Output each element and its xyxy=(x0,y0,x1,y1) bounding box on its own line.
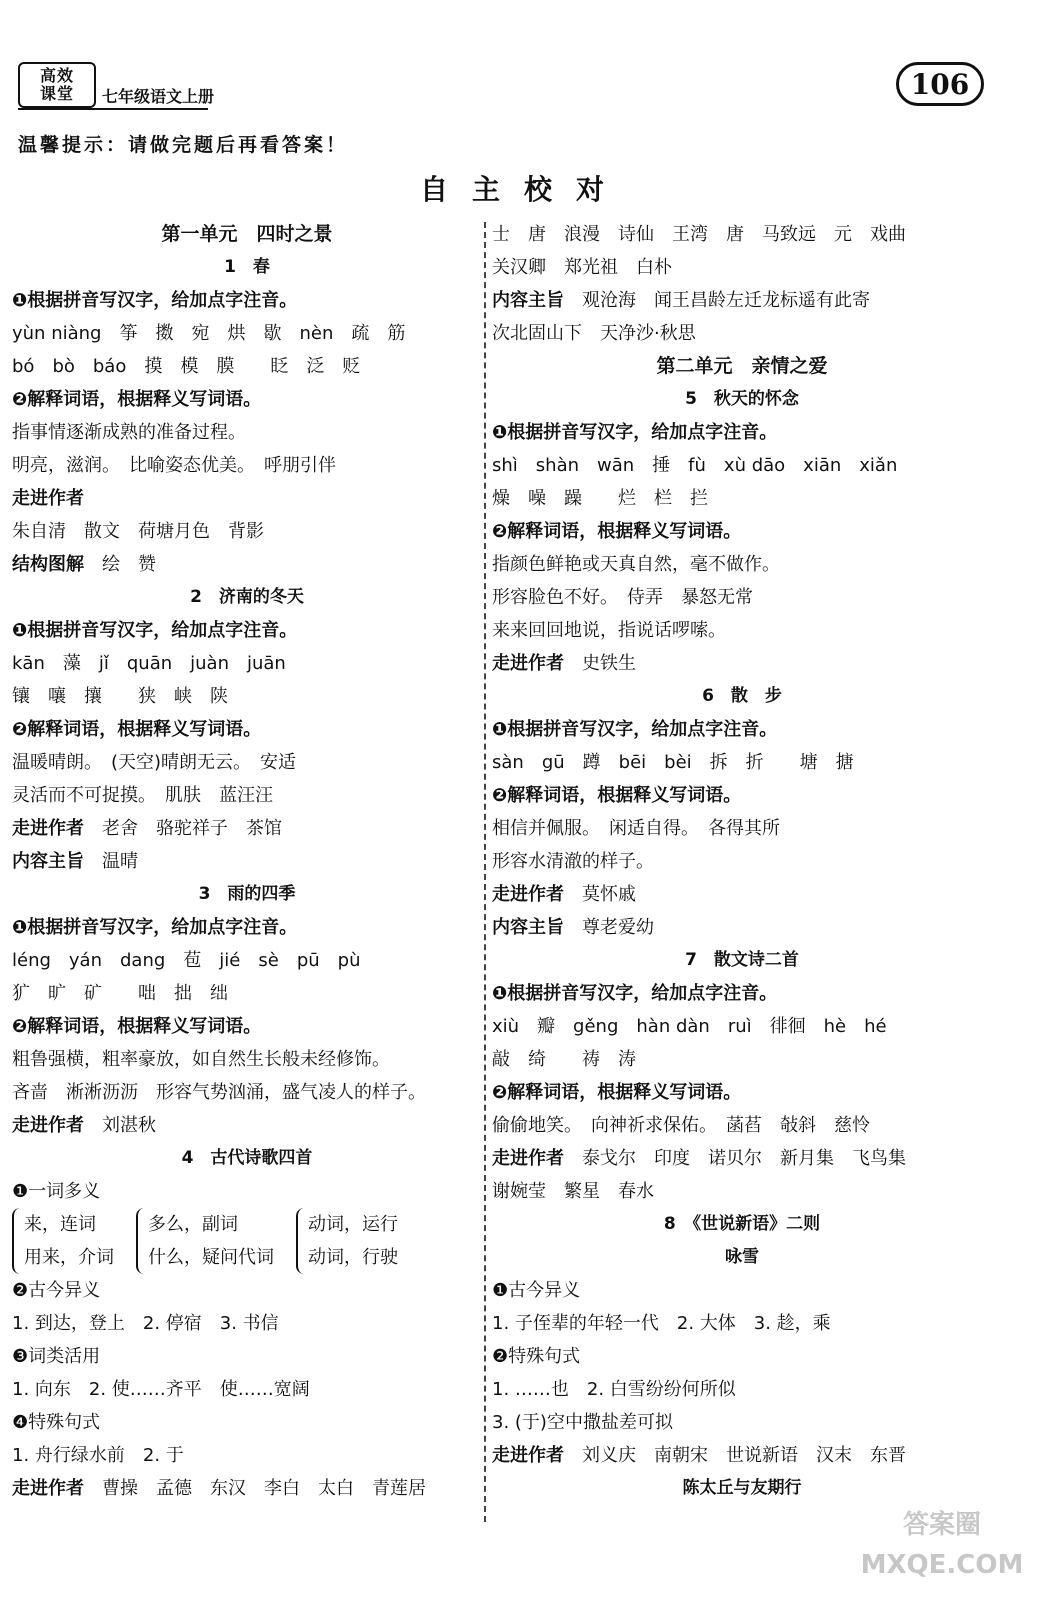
brace-item: 什么，疑问代词 xyxy=(148,1247,274,1268)
line-value: 绘 赞 xyxy=(84,554,156,575)
question-heading: ❷解释词语，根据释义写词语。 xyxy=(12,389,262,410)
answer-line: 敲 绮 祷 涛 xyxy=(492,1049,636,1070)
answer-line: ❶古今异义 xyxy=(492,1280,581,1301)
line-label: 内容主旨 xyxy=(492,917,564,938)
line-label: 走进作者 xyxy=(492,653,564,674)
brace-item: 多么，副词 xyxy=(148,1214,238,1235)
answer-line: 3. (于)空中撒盐差可拟 xyxy=(492,1412,673,1433)
labeled-line xyxy=(492,647,992,680)
brace-group xyxy=(136,1208,274,1274)
answer-line: 形容脸色不好。 侍弄 暴怒无常 xyxy=(492,587,753,608)
brace-group xyxy=(12,1208,114,1274)
answer-line: ❸词类活用 xyxy=(12,1346,101,1367)
labeled-line xyxy=(12,548,482,581)
answer-line: kān 藻 jǐ quān juàn juān xyxy=(12,653,286,674)
labeled-line xyxy=(12,1109,482,1142)
answer-line: shì shàn wān 捶 fù xù dāo xiān xiǎn xyxy=(492,455,898,476)
page-number: 106 xyxy=(896,62,984,106)
logo-line-1: 高效 xyxy=(39,66,74,85)
question-heading: ❷解释词语，根据释义写词语。 xyxy=(492,1082,742,1103)
line-label: 走进作者 xyxy=(12,1478,84,1499)
lesson-heading: 6 散 步 xyxy=(702,686,782,706)
line-label: 走进作者 xyxy=(12,818,84,839)
answer-line: 1. 到达，登上 2. 停宿 3. 书信 xyxy=(12,1313,279,1334)
answer-line: 1. 子侄辈的年轻一代 2. 大体 3. 趁，乘 xyxy=(492,1313,831,1334)
left-column xyxy=(12,218,482,1505)
answer-line: 形容水清澈的样子。 xyxy=(492,851,654,872)
answer-line: 吝啬 淅淅沥沥 形容气势汹涌，盛气凌人的样子。 xyxy=(12,1082,426,1103)
answer-line: léng yán dang 苞 jié sè pū pù xyxy=(12,950,361,971)
labeled-line xyxy=(12,845,482,878)
unit-heading: 第二单元 亲情之爱 xyxy=(656,355,828,377)
labeled-line xyxy=(492,878,992,911)
question-heading: ❶根据拼音写汉字，给加点字注音。 xyxy=(12,290,298,311)
lesson-heading: 5 秋天的怀念 xyxy=(685,389,799,409)
line-label: 走进作者 xyxy=(12,1115,84,1136)
answer-line: 1. ……也 2. 白雪纷纷何所似 xyxy=(492,1379,736,1400)
answer-line: 灵活而不可捉摸。 肌肤 蓝汪汪 xyxy=(12,785,273,806)
question-heading: ❷解释词语，根据释义写词语。 xyxy=(492,785,742,806)
brace-item: 来，连词 xyxy=(24,1214,96,1235)
lesson-heading: 2 济南的冬天 xyxy=(190,587,304,607)
brace-line xyxy=(12,1208,482,1274)
line-value: 史铁生 xyxy=(564,653,636,674)
answer-line: 犷 旷 矿 咄 拙 绌 xyxy=(12,983,228,1004)
brace-icon xyxy=(136,1208,146,1274)
line-value: 莫怀戚 xyxy=(564,884,636,905)
line-value: 观沧海 闻王昌龄左迁龙标遥有此寄 xyxy=(564,290,870,311)
answer-line: 来来回回地说，指说话啰嗦。 xyxy=(492,620,726,641)
answer-line: ❶一词多义 xyxy=(12,1181,101,1202)
line-value: 刘湛秋 xyxy=(84,1115,156,1136)
answer-line: 粗鲁强横，粗率豪放，如自然生长般未经修饰。 xyxy=(12,1049,390,1070)
question-heading: 走进作者 xyxy=(12,488,84,509)
answer-line: 1. 向东 2. 使……齐平 使……宽阔 xyxy=(12,1379,310,1400)
answer-line: ❷特殊句式 xyxy=(492,1346,581,1367)
lesson-heading: 7 散文诗二首 xyxy=(685,950,799,970)
answer-line: sàn gū 蹲 bēi bèi 拆 折 塘 搪 xyxy=(492,752,854,773)
watermark: 答案圈 MXQE.COM xyxy=(860,1510,1024,1580)
brace-item: 动词，运行 xyxy=(308,1214,398,1235)
question-heading: ❶根据拼音写汉字，给加点字注音。 xyxy=(492,719,778,740)
answer-line: 谢婉莹 繁星 春水 xyxy=(492,1181,654,1202)
question-heading: ❷解释词语，根据释义写词语。 xyxy=(12,719,262,740)
labeled-line xyxy=(12,812,482,845)
line-label: 走进作者 xyxy=(492,1445,564,1466)
lesson-heading: 4 古代诗歌四首 xyxy=(181,1148,313,1168)
labeled-line xyxy=(492,284,992,317)
answer-line: 指颜色鲜艳或天真自然，毫不做作。 xyxy=(492,554,780,575)
answer-line: ❷古今异义 xyxy=(12,1280,101,1301)
tip-text: 温馨提示：请做完题后再看答案！ xyxy=(18,134,349,156)
header-rule xyxy=(18,108,208,110)
line-value: 温晴 xyxy=(84,851,138,872)
answer-line: 偷偷地笑。 向神祈求保佑。 菡萏 敧斜 慈怜 xyxy=(492,1115,870,1136)
question-heading: ❶根据拼音写汉字，给加点字注音。 xyxy=(12,917,298,938)
line-value: 泰戈尔 印度 诺贝尔 新月集 飞鸟集 xyxy=(564,1148,906,1169)
labeled-line xyxy=(492,911,992,944)
brace-icon xyxy=(296,1208,306,1274)
answer-line: bó bò báo 摸 模 膜 眨 泛 贬 xyxy=(12,356,361,377)
brace-item: 动词，行驶 xyxy=(308,1247,398,1268)
line-label: 走进作者 xyxy=(492,1148,564,1169)
line-label: 结构图解 xyxy=(12,554,84,575)
line-label: 内容主旨 xyxy=(12,851,84,872)
line-value: 尊老爱幼 xyxy=(564,917,654,938)
question-heading: ❶根据拼音写汉字，给加点字注音。 xyxy=(492,422,778,443)
line-label: 内容主旨 xyxy=(492,290,564,311)
answer-line: ❹特殊句式 xyxy=(12,1412,101,1433)
answer-line: 次北固山下 天净沙·秋思 xyxy=(492,323,696,344)
answer-line: yùn niàng 筝 擞 宛 烘 歇 nèn 疏 筋 xyxy=(12,323,406,344)
answer-line: 相信并佩服。 闲适自得。 各得其所 xyxy=(492,818,780,839)
sub-heading: 咏雪 xyxy=(725,1247,759,1267)
labeled-line xyxy=(12,1472,482,1505)
lesson-heading: 1 春 xyxy=(224,257,270,277)
question-heading: ❶根据拼音写汉字，给加点字注音。 xyxy=(12,620,298,641)
labeled-line xyxy=(492,1142,992,1175)
answer-line: 关汉卿 郑光祖 白朴 xyxy=(492,257,672,278)
answer-line: 燥 噪 躁 烂 栏 拦 xyxy=(492,488,708,509)
line-value: 曹操 孟德 东汉 李白 太白 青莲居 xyxy=(84,1478,426,1499)
answer-line: 1. 舟行绿水前 2. 于 xyxy=(12,1445,184,1466)
book-title: 七年级语文上册 xyxy=(102,87,215,106)
series-logo xyxy=(18,62,96,108)
line-value: 老舍 骆驼祥子 茶馆 xyxy=(84,818,282,839)
answer-line: 指事情逐渐成熟的准备过程。 xyxy=(12,422,246,443)
lesson-heading: 8 《世说新语》二则 xyxy=(663,1214,821,1234)
brace-icon xyxy=(12,1208,22,1274)
brace-item: 用来，介词 xyxy=(24,1247,114,1268)
unit-heading: 第一单元 四时之景 xyxy=(161,223,333,245)
answer-line: 朱自清 散文 荷塘月色 背影 xyxy=(12,521,264,542)
lesson-heading: 3 雨的四季 xyxy=(198,884,296,904)
column-divider xyxy=(484,222,488,1522)
question-heading: ❷解释词语，根据释义写词语。 xyxy=(12,1016,262,1037)
question-heading: ❶根据拼音写汉字，给加点字注音。 xyxy=(492,983,778,1004)
logo-line-2: 课堂 xyxy=(39,84,74,103)
labeled-line xyxy=(492,1439,992,1472)
answer-line: 镶 嚷 攘 狭 峡 陕 xyxy=(12,686,228,707)
answer-line: 明亮，滋润。 比喻姿态优美。 呼朋引伴 xyxy=(12,455,336,476)
sub-heading: 陈太丘与友期行 xyxy=(682,1478,802,1498)
line-label: 走进作者 xyxy=(492,884,564,905)
answer-line: xiù 瓣 gěng hàn dàn ruì 徘徊 hè hé xyxy=(492,1016,887,1037)
page-title: 自主校对 xyxy=(419,173,628,206)
question-heading: ❷解释词语，根据释义写词语。 xyxy=(492,521,742,542)
page-header xyxy=(18,62,1028,112)
answer-line: 士 唐 浪漫 诗仙 王湾 唐 马致远 元 戏曲 xyxy=(492,224,906,245)
right-column xyxy=(492,218,992,1505)
line-value: 刘义庆 南朝宋 世说新语 汉末 东晋 xyxy=(564,1445,906,1466)
brace-group xyxy=(296,1208,398,1274)
answer-line: 温暖晴朗。 (天空)晴朗无云。 安适 xyxy=(12,752,297,773)
